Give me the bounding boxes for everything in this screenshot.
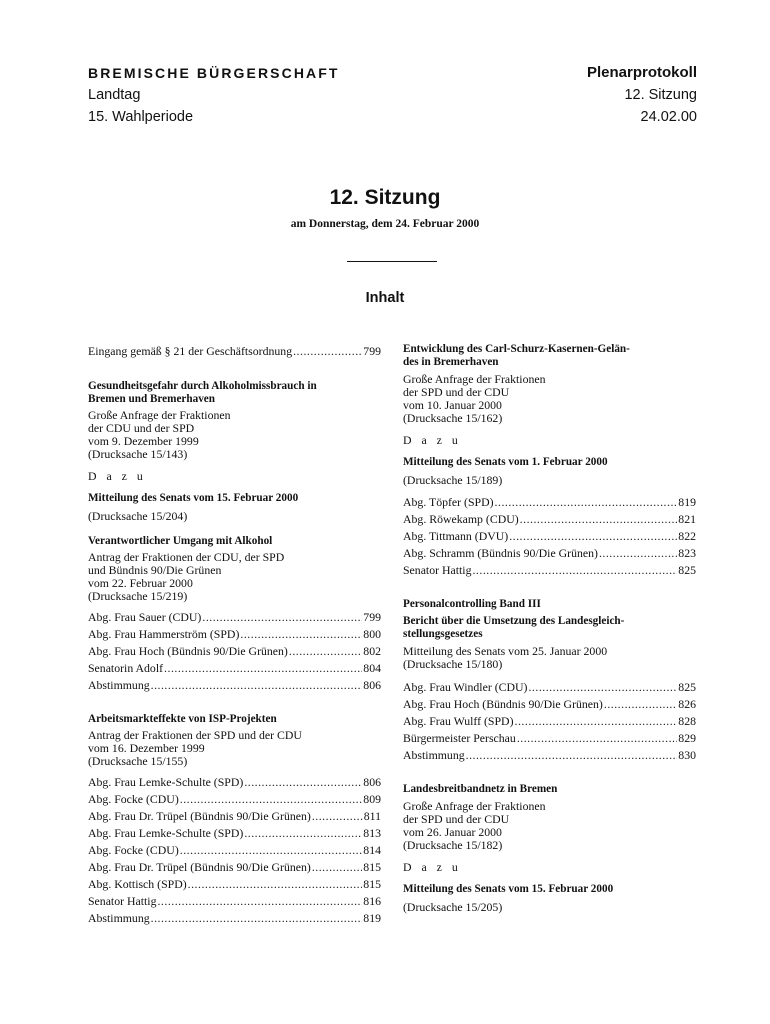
dot-leader: [289, 643, 362, 660]
toc-entry: [88, 859, 381, 876]
toc-entry-label: Abg. Kottisch (SPD): [88, 877, 187, 891]
toc-entry-label: Abg. Töpfer (SPD): [403, 495, 494, 509]
agenda-item-heading: [88, 535, 381, 548]
dot-leader: [495, 494, 678, 511]
toc-entry-label: Senator Hattig: [88, 894, 157, 908]
toc-entry: [403, 494, 696, 511]
heading-line: Bericht über die Umsetzung des Landesgleich-: [403, 615, 625, 627]
toc-entry: [88, 791, 381, 808]
heading-line: Mitteilung des Senats vom 1. Februar 2000: [403, 456, 608, 468]
detail-line: (Drucksache 15/155): [88, 754, 188, 768]
agenda-item-detail: [88, 510, 381, 523]
toc-page-number: 800: [363, 627, 381, 641]
toc-entry: [88, 609, 381, 626]
detail-line: der SPD und der CDU: [403, 812, 510, 826]
toc-entry-label: Abg. Frau Windler (CDU): [403, 680, 528, 694]
heading-line: stellungsgesetzes: [403, 628, 483, 640]
toc-entry-label: Senator Hattig: [403, 563, 472, 577]
agenda-item-detail: [403, 901, 696, 914]
dot-leader: [244, 774, 362, 791]
toc-entry-label: Abstimmung: [403, 748, 465, 762]
toc-page-number: 826: [678, 697, 696, 711]
document-header: [88, 62, 697, 128]
parliament-name: BREMISCHE BÜRGERSCHAFT: [88, 65, 340, 81]
toc-entry: [403, 730, 696, 747]
detail-line: Antrag der Fraktionen der CDU, der SPD: [88, 550, 285, 564]
page-subtitle: am Donnerstag, dem 24. Februar 2000: [290, 218, 480, 230]
detail-line: Große Anfrage der Fraktionen: [403, 372, 546, 386]
agenda-item-heading: [88, 713, 381, 726]
chamber-label: Landtag: [88, 87, 141, 103]
toc-entry: [88, 774, 381, 791]
detail-line: vom 26. Januar 2000: [403, 825, 502, 839]
toc-entry-label: Abg. Frau Lemke-Schulte (SPD): [88, 826, 244, 840]
toc-page-number: 806: [363, 775, 381, 789]
agenda-item-detail: [88, 409, 381, 461]
dot-leader: [604, 696, 677, 713]
detail-line: (Drucksache 15/182): [403, 838, 503, 852]
detail-line: Große Anfrage der Fraktionen: [88, 408, 231, 422]
toc-entry-label: Abg. Frau Dr. Trüpel (Bündnis 90/Die Grünen): [88, 809, 311, 823]
toc-page-number: 804: [363, 661, 381, 675]
heading-line: des in Bremerhaven: [403, 356, 499, 368]
dot-leader: [157, 893, 362, 910]
agenda-item-heading: [88, 492, 381, 505]
toc-page-number: 799: [363, 610, 381, 624]
toc-page-number: 825: [678, 563, 696, 577]
toc-entry-label: Abg. Frau Sauer (CDU): [88, 610, 202, 624]
toc-entry-label: Abg. Tittmann (DVU): [403, 529, 509, 543]
dot-leader: [202, 609, 362, 626]
toc-entry: [88, 808, 381, 825]
dazu-label: D a z u: [88, 469, 147, 483]
detail-line: vom 22. Februar 2000: [88, 576, 193, 590]
toc-page-number: 821: [678, 512, 696, 526]
detail-line: der SPD und der CDU: [403, 385, 510, 399]
toc-entry: [403, 696, 696, 713]
toc-entry: [403, 562, 696, 579]
toc-page-number: 816: [363, 894, 381, 908]
toc-page-number: 806: [363, 678, 381, 692]
dot-leader: [517, 730, 677, 747]
contents-heading: Inhalt: [365, 290, 405, 306]
dot-leader: [240, 626, 362, 643]
heading-line: Mitteilung des Senats vom 15. Februar 2000: [88, 492, 299, 504]
header-row-2: [88, 84, 697, 106]
toc-entry-label: Abstimmung: [88, 678, 150, 692]
detail-line: (Drucksache 15/180): [403, 657, 503, 671]
heading-line: Entwicklung des Carl-Schurz-Kasernen-Gelän-: [403, 343, 630, 355]
toc-entry-label: Abstimmung: [88, 911, 150, 925]
dot-leader: [312, 808, 363, 825]
contents-right-column: [403, 343, 696, 914]
heading-line: Landesbreitbandnetz in Bremen: [403, 783, 558, 795]
toc-entry: [88, 910, 381, 927]
toc-entry-label: Senatorin Adolf: [88, 661, 164, 675]
toc-entry: [403, 511, 696, 528]
dot-leader: [472, 562, 677, 579]
detail-line: Große Anfrage der Fraktionen: [403, 799, 546, 813]
dot-leader: [244, 825, 362, 842]
toc-page-number: 813: [363, 826, 381, 840]
agenda-item-detail: [403, 373, 696, 425]
toc-page-number: 825: [678, 680, 696, 694]
toc-entry-label: Abg. Frau Dr. Trüpel (Bündnis 90/Die Grünen): [88, 860, 311, 874]
detail-line: (Drucksache 15/162): [403, 411, 503, 425]
toc-entry: [88, 660, 381, 677]
detail-line: (Drucksache 15/143): [88, 447, 188, 461]
detail-line: Mitteilung des Senats vom 25. Januar 2000: [403, 644, 608, 658]
dot-leader: [528, 679, 677, 696]
toc-page-number: 822: [678, 529, 696, 543]
toc-entry-label: Abg. Schramm (Bündnis 90/Die Grünen): [403, 546, 598, 560]
toc-entry: [88, 893, 381, 910]
dot-leader: [188, 876, 363, 893]
toc-entry: [403, 545, 696, 562]
detail-line: vom 9. Dezember 1999: [88, 434, 199, 448]
agenda-item-heading: [403, 883, 696, 896]
toc-entry: [88, 825, 381, 842]
toc-entry-label: Abg. Frau Hoch (Bündnis 90/Die Grünen): [403, 697, 603, 711]
dot-leader: [466, 747, 678, 764]
contents-left-column: [88, 343, 381, 927]
agenda-item-heading: [403, 615, 696, 641]
toc-entry: [88, 626, 381, 643]
toc-entry: [88, 343, 381, 360]
header-row-3: [88, 106, 697, 128]
toc-entry-label: Abg. Frau Hoch (Bündnis 90/Die Grünen): [88, 644, 288, 658]
dot-leader: [312, 859, 362, 876]
toc-entry-label: Bürgermeister Perschau: [403, 731, 516, 745]
heading-line: Mitteilung des Senats vom 15. Februar 2000: [403, 883, 614, 895]
toc-page-number: 815: [363, 877, 381, 891]
agenda-item-detail: [88, 551, 381, 603]
detail-line: vom 16. Dezember 1999: [88, 741, 205, 755]
detail-line: vom 10. Januar 2000: [403, 398, 502, 412]
toc-entry: [88, 842, 381, 859]
toc-page-number: 830: [678, 748, 696, 762]
toc-entry: [88, 876, 381, 893]
heading-line: Personalcontrolling Band III: [403, 598, 541, 610]
dot-leader: [180, 842, 363, 859]
toc-page-number: 823: [678, 546, 696, 560]
toc-page-number: 799: [363, 344, 381, 358]
agenda-item-detail: [403, 645, 696, 671]
agenda-item-heading: [88, 380, 381, 406]
agenda-item-heading: [403, 783, 696, 796]
dot-leader: [520, 511, 678, 528]
heading-line: Verantwortlicher Umgang mit Alkohol: [88, 535, 273, 547]
toc-page-number: 815: [363, 860, 381, 874]
dot-leader: [164, 660, 362, 677]
dot-leader: [515, 713, 678, 730]
toc-page-number: 814: [363, 843, 381, 857]
toc-entry-label: Abg. Focke (CDU): [88, 792, 179, 806]
toc-page-number: 811: [363, 809, 381, 823]
detail-line: (Drucksache 15/219): [88, 589, 188, 603]
toc-page-number: 819: [678, 495, 696, 509]
toc-entry-label: Abg. Röwekamp (CDU): [403, 512, 519, 526]
agenda-item-heading: [403, 456, 696, 469]
dazu-label: D a z u: [403, 860, 462, 874]
toc-page-number: 809: [363, 792, 381, 806]
agenda-item-heading: [403, 343, 696, 369]
detail-line: und Bündnis 90/Die Grünen: [88, 563, 222, 577]
agenda-item-detail: [88, 729, 381, 768]
toc-entry: [403, 679, 696, 696]
dot-leader: [599, 545, 677, 562]
heading-line: Bremen und Bremerhaven: [88, 393, 215, 405]
dot-leader: [293, 343, 362, 360]
toc-entry: [403, 713, 696, 730]
toc-page-number: 802: [363, 644, 381, 658]
agenda-item-detail: [403, 800, 696, 852]
toc-page-number: 829: [678, 731, 696, 745]
heading-line: Gesundheitsgefahr durch Alkoholmissbrauch in: [88, 380, 317, 392]
session-date: 24.02.00: [640, 109, 697, 125]
title-divider: [347, 261, 437, 262]
toc-entry-label: Abg. Frau Wulff (SPD): [403, 714, 514, 728]
toc-entry: [403, 747, 696, 764]
header-row-1: [88, 62, 697, 84]
toc-entry-label: Abg. Frau Lemke-Schulte (SPD): [88, 775, 244, 789]
detail-line: (Drucksache 15/204): [88, 509, 188, 523]
dot-leader: [509, 528, 677, 545]
detail-line: der CDU und der SPD: [88, 421, 195, 435]
toc-entry-label: Abg. Focke (CDU): [88, 843, 179, 857]
dot-leader: [180, 791, 363, 808]
toc-entry: [403, 528, 696, 545]
toc-page-number: 828: [678, 714, 696, 728]
legislative-period: 15. Wahlperiode: [88, 109, 194, 125]
toc-entry-label: Eingang gemäß § 21 der Geschäftsordnung: [88, 344, 293, 358]
dazu-label: D a z u: [403, 433, 462, 447]
agenda-item-heading: [403, 598, 696, 611]
detail-line: Antrag der Fraktionen der SPD und der CDU: [88, 728, 302, 742]
dot-leader: [151, 677, 363, 694]
toc-entry: [88, 643, 381, 660]
heading-line: Arbeitsmarkteffekte von ISP-Projekten: [88, 713, 277, 725]
page-title: 12. Sitzung: [329, 186, 441, 209]
toc-page-number: 819: [363, 911, 381, 925]
detail-line: (Drucksache 15/205): [403, 900, 503, 914]
agenda-item-detail: [403, 474, 696, 487]
toc-entry: [88, 677, 381, 694]
protocol-type: Plenarprotokoll: [586, 64, 697, 81]
dot-leader: [151, 910, 363, 927]
detail-line: (Drucksache 15/189): [403, 473, 503, 487]
toc-entry-label: Abg. Frau Hammerström (SPD): [88, 627, 240, 641]
session-number: 12. Sitzung: [624, 87, 697, 103]
